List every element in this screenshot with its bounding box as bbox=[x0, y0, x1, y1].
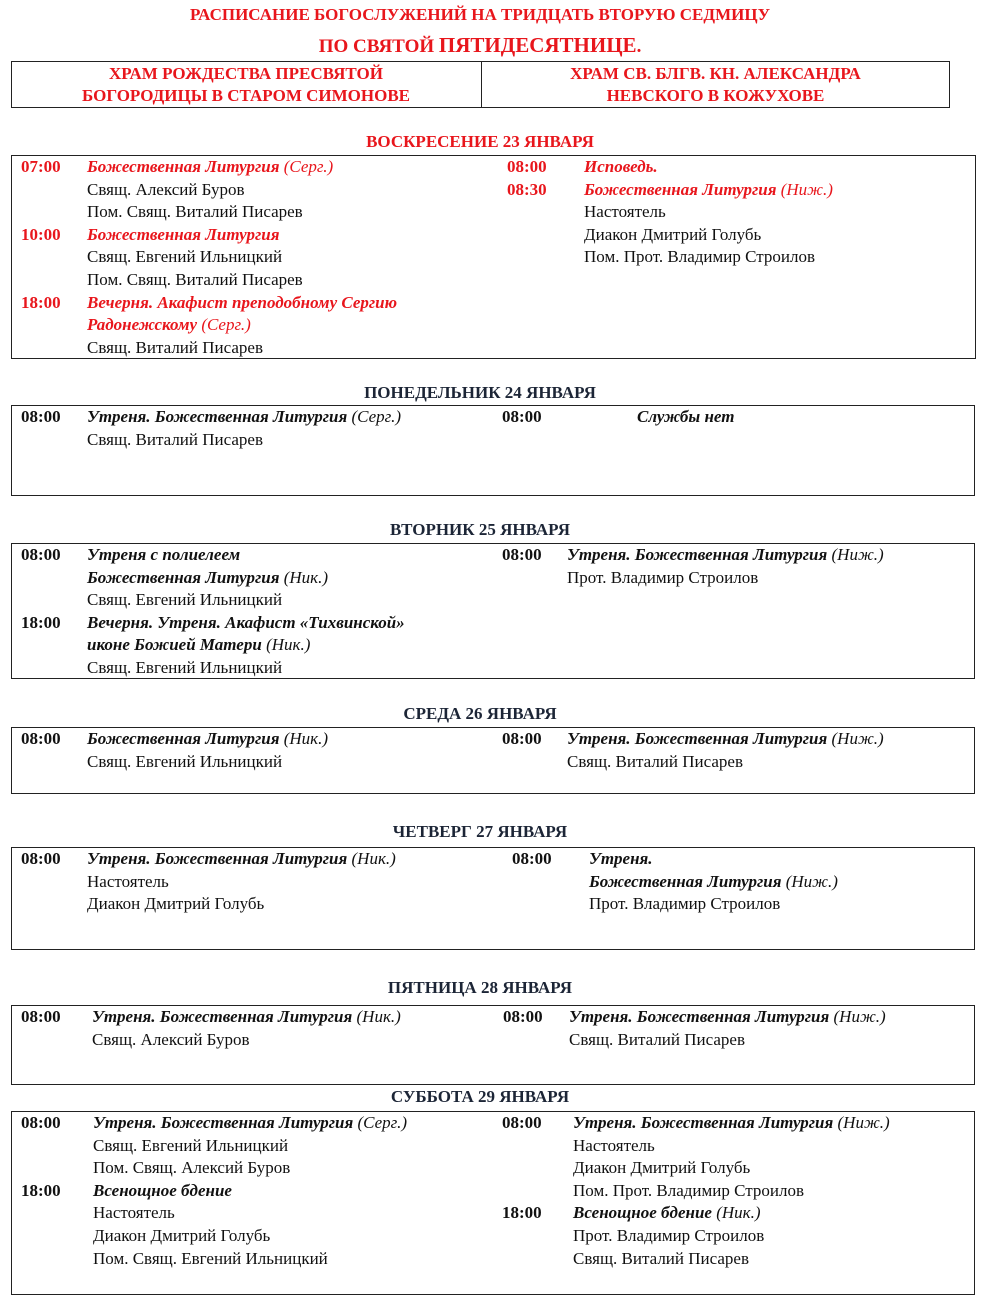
service-location-mark: (Ниж.) bbox=[827, 729, 884, 748]
service-line bbox=[92, 1006, 401, 1028]
service-time: 18:00 bbox=[21, 292, 61, 312]
church-left bbox=[12, 63, 480, 107]
service-name: Утреня. Божественная Литургия bbox=[87, 407, 348, 426]
service-line bbox=[93, 1112, 407, 1134]
service-line bbox=[87, 314, 251, 336]
service-line bbox=[87, 567, 328, 589]
clergy-name: Пом. Свящ. Виталий Писарев bbox=[87, 202, 303, 222]
service-name: Божественная Литургия bbox=[87, 729, 280, 748]
service-name: Утреня. bbox=[589, 849, 653, 868]
service-time: 08:00 bbox=[502, 407, 542, 426]
service-location-mark: (Серг.) bbox=[353, 1113, 407, 1132]
church-left-line2: БОГОРОДИЦЫ В СТАРОМ СИМОНОВЕ bbox=[81, 86, 411, 105]
service-location-mark: (Серг.) bbox=[279, 157, 334, 176]
service-line bbox=[573, 1112, 890, 1134]
clergy-name: Свящ. Виталий Писарев bbox=[569, 1029, 745, 1049]
clergy-name: Настоятель bbox=[93, 1203, 175, 1223]
clergy-line bbox=[87, 657, 282, 679]
service-time: 08:00 bbox=[21, 729, 61, 748]
service-name: Утреня. Божественная Литургия bbox=[573, 1113, 834, 1132]
clergy-line bbox=[87, 246, 282, 268]
title-part-c: . bbox=[636, 36, 642, 57]
service-line bbox=[584, 156, 658, 178]
church-left-line1: ХРАМ РОЖДЕСТВА ПРЕСВЯТОЙ bbox=[109, 64, 383, 83]
clergy-line bbox=[93, 1225, 270, 1247]
clergy-name: Прот. Владимир Строилов bbox=[573, 1226, 765, 1245]
service-time: 18:00 bbox=[21, 612, 61, 632]
title-part-b: ПЯТИДЕСЯТНИЦЕ bbox=[438, 33, 637, 57]
service-line bbox=[87, 848, 396, 870]
service-time: 07:00 bbox=[21, 157, 61, 176]
clergy-line bbox=[87, 179, 245, 201]
service-name: Утреня. Божественная Литургия bbox=[569, 1007, 830, 1026]
service-name: Утреня. Божественная Литургия bbox=[87, 849, 348, 868]
clergy-line bbox=[87, 589, 282, 611]
clergy-line bbox=[87, 269, 303, 291]
clergy-name: Свящ. Виталий Писарев bbox=[567, 751, 743, 771]
clergy-name: Свящ. Евгений Ильницкий bbox=[87, 247, 283, 267]
service-location-mark: (Ник.) bbox=[261, 635, 311, 655]
clergy-line bbox=[87, 201, 303, 223]
service-time: 08:00 bbox=[502, 1113, 542, 1132]
service-location-mark: (Ниж.) bbox=[833, 1113, 890, 1132]
service-line bbox=[584, 179, 833, 201]
service-time: 18:00 bbox=[502, 1203, 542, 1223]
clergy-name: Свящ. Алексий Буров bbox=[87, 179, 245, 199]
clergy-name: Свящ. Алексий Буров bbox=[92, 1029, 250, 1049]
service-time: 08:00 bbox=[21, 407, 61, 426]
day-heading: ПОНЕДЕЛЬНИК 24 ЯНВАРЯ bbox=[364, 383, 596, 402]
page-title-line1: РАСПИСАНИЕ БОГОСЛУЖЕНИЙ НА ТРИДЦАТЬ ВТОРУЮ СЕДМИЦУ bbox=[189, 5, 771, 24]
service-line bbox=[87, 544, 240, 566]
service-line bbox=[573, 1202, 761, 1224]
service-name: Всенощное бдение bbox=[93, 1180, 232, 1200]
day-heading: СРЕДА 26 ЯНВАРЯ bbox=[403, 704, 557, 723]
clergy-line bbox=[93, 1135, 288, 1157]
service-line bbox=[87, 634, 310, 656]
service-name: Вечерня. Утреня. Акафист «Тихвинской» bbox=[87, 612, 405, 632]
clergy-line bbox=[87, 751, 282, 773]
church-right bbox=[481, 62, 949, 107]
clergy-name: Пом. Прот. Владимир Строилов bbox=[584, 247, 815, 267]
service-time: 10:00 bbox=[21, 224, 61, 244]
page-title-line2 bbox=[0, 33, 960, 58]
service-line bbox=[567, 544, 884, 566]
clergy-name: Свящ. Евгений Ильницкий bbox=[93, 1135, 289, 1155]
service-time: 08:00 bbox=[21, 1007, 61, 1026]
service-line bbox=[589, 871, 838, 893]
service-time: 08:00 bbox=[21, 849, 61, 868]
service-time: 08:00 bbox=[21, 1113, 61, 1132]
service-name: Всенощное бдение bbox=[573, 1203, 712, 1223]
service-line bbox=[87, 224, 279, 246]
clergy-line bbox=[584, 224, 761, 246]
service-line bbox=[87, 728, 328, 750]
service-line bbox=[567, 728, 884, 750]
service-name: Божественная Литургия bbox=[584, 179, 777, 199]
service-name: Радонежскому bbox=[87, 315, 198, 335]
service-time: 08:00 bbox=[502, 545, 542, 564]
clergy-line bbox=[584, 201, 666, 223]
clergy-line bbox=[573, 1135, 655, 1157]
clergy-name: Пом. Свящ. Виталий Писарев bbox=[87, 270, 303, 289]
service-line bbox=[93, 1180, 232, 1202]
clergy-line bbox=[569, 1029, 745, 1051]
service-location-mark: (Ниж.) bbox=[829, 1007, 886, 1026]
service-location-mark: (Ниж.) bbox=[781, 871, 838, 891]
clergy-line bbox=[589, 893, 780, 915]
service-line bbox=[87, 156, 333, 178]
clergy-name: Прот. Владимир Строилов bbox=[589, 894, 781, 914]
clergy-name: Диакон Дмитрий Голубь bbox=[93, 1226, 271, 1245]
day-heading: ВОСКРЕСЕНИЕ 23 ЯНВАРЯ bbox=[366, 132, 594, 151]
clergy-name: Пом. Свящ. Евгений Ильницкий bbox=[93, 1248, 328, 1268]
clergy-name: Диакон Дмитрий Голубь bbox=[573, 1158, 751, 1178]
service-location-mark: (Серг.) bbox=[347, 407, 401, 426]
clergy-line bbox=[573, 1180, 804, 1202]
service-time: 08:00 bbox=[502, 729, 542, 748]
clergy-line bbox=[573, 1248, 749, 1270]
service-name: Вечерня. Акафист преподобному Сергию bbox=[87, 292, 398, 312]
service-location-mark: (Серг.) bbox=[197, 315, 251, 335]
service-time: 08:00 bbox=[503, 1007, 543, 1026]
service-name: Утреня. Божественная Литургия bbox=[92, 1007, 353, 1026]
clergy-line bbox=[87, 429, 263, 451]
service-name: Утреня. Божественная Литургия bbox=[93, 1113, 354, 1132]
clergy-name: Настоятель bbox=[584, 202, 666, 222]
church-right-line2: НЕВСКОГО В КОЖУХОВЕ bbox=[606, 86, 825, 105]
clergy-line bbox=[567, 751, 743, 773]
service-location-mark: (Ник.) bbox=[279, 567, 329, 587]
service-name: Божественная Литургия bbox=[87, 224, 280, 244]
service-name: Божественная Литургия bbox=[589, 871, 782, 891]
service-name: Божественная Литургия bbox=[87, 567, 280, 587]
service-time: 18:00 bbox=[21, 1180, 61, 1200]
service-line bbox=[87, 406, 401, 428]
service-name: Службы нет bbox=[637, 407, 735, 426]
clergy-line bbox=[93, 1202, 175, 1224]
day-heading: СУББОТА 29 ЯНВАРЯ bbox=[390, 1087, 570, 1106]
service-time: 08:00 bbox=[21, 545, 61, 564]
clergy-name: Пом. Свящ. Алексий Буров bbox=[93, 1158, 291, 1178]
clergy-name: Свящ. Евгений Ильницкий bbox=[87, 751, 283, 771]
clergy-name: Настоятель bbox=[87, 871, 169, 891]
service-location-mark: (Ник.) bbox=[347, 849, 396, 868]
clergy-name: Свящ. Виталий Писарев bbox=[87, 429, 263, 449]
clergy-line bbox=[567, 567, 758, 589]
churches-header bbox=[11, 61, 950, 108]
service-time: 08:00 bbox=[512, 849, 552, 868]
day-heading: ЧЕТВЕРГ 27 ЯНВАРЯ bbox=[392, 822, 568, 841]
clergy-name: Прот. Владимир Строилов bbox=[567, 567, 759, 587]
service-line bbox=[569, 1006, 886, 1028]
clergy-line bbox=[573, 1225, 764, 1247]
clergy-name: Свящ. Виталий Писарев bbox=[573, 1248, 749, 1268]
day-heading: ВТОРНИК 25 ЯНВАРЯ bbox=[390, 520, 570, 539]
day-heading: ПЯТНИЦА 28 ЯНВАРЯ bbox=[387, 978, 573, 997]
service-name: Исповедь. bbox=[584, 157, 658, 176]
service-location-mark: (Ник.) bbox=[279, 729, 329, 748]
service-name: иконе Божией Матери bbox=[87, 635, 262, 655]
clergy-line bbox=[87, 893, 264, 915]
church-right-line1: ХРАМ СВ. БЛГВ. КН. АЛЕКСАНДРА bbox=[570, 64, 861, 83]
service-line bbox=[87, 292, 397, 314]
title-part-a: ПО СВЯТОЙ bbox=[318, 36, 439, 57]
service-time: 08:30 bbox=[507, 179, 547, 199]
service-location-mark: (Ник.) bbox=[352, 1007, 401, 1026]
clergy-name: Свящ. Евгений Ильницкий bbox=[87, 658, 283, 677]
clergy-line bbox=[87, 337, 263, 359]
service-time: 08:00 bbox=[507, 157, 547, 176]
service-location-mark: (Ник.) bbox=[711, 1203, 761, 1223]
service-name: Утреня. Божественная Литургия bbox=[567, 545, 828, 564]
clergy-name: Пом. Прот. Владимир Строилов bbox=[573, 1180, 804, 1200]
clergy-line bbox=[93, 1248, 328, 1270]
service-location-mark: (Ниж.) bbox=[776, 179, 833, 199]
clergy-line bbox=[93, 1157, 290, 1179]
service-name: Божественная Литургия bbox=[87, 157, 280, 176]
clergy-name: Свящ. Евгений Ильницкий bbox=[87, 590, 283, 610]
clergy-line bbox=[87, 871, 169, 893]
service-name: Утреня. Божественная Литургия bbox=[567, 729, 828, 748]
service-line bbox=[589, 848, 653, 870]
service-name: Утреня с полиелеем bbox=[87, 545, 241, 564]
clergy-line bbox=[573, 1157, 750, 1179]
clergy-line bbox=[92, 1029, 250, 1051]
service-location-mark: (Ниж.) bbox=[827, 545, 884, 564]
clergy-line bbox=[584, 246, 815, 268]
service-line bbox=[87, 612, 405, 634]
service-line bbox=[637, 406, 734, 428]
clergy-name: Настоятель bbox=[573, 1135, 655, 1155]
clergy-name: Диакон Дмитрий Голубь bbox=[584, 224, 762, 244]
clergy-name: Свящ. Виталий Писарев bbox=[87, 337, 263, 357]
clergy-name: Диакон Дмитрий Голубь bbox=[87, 894, 265, 914]
